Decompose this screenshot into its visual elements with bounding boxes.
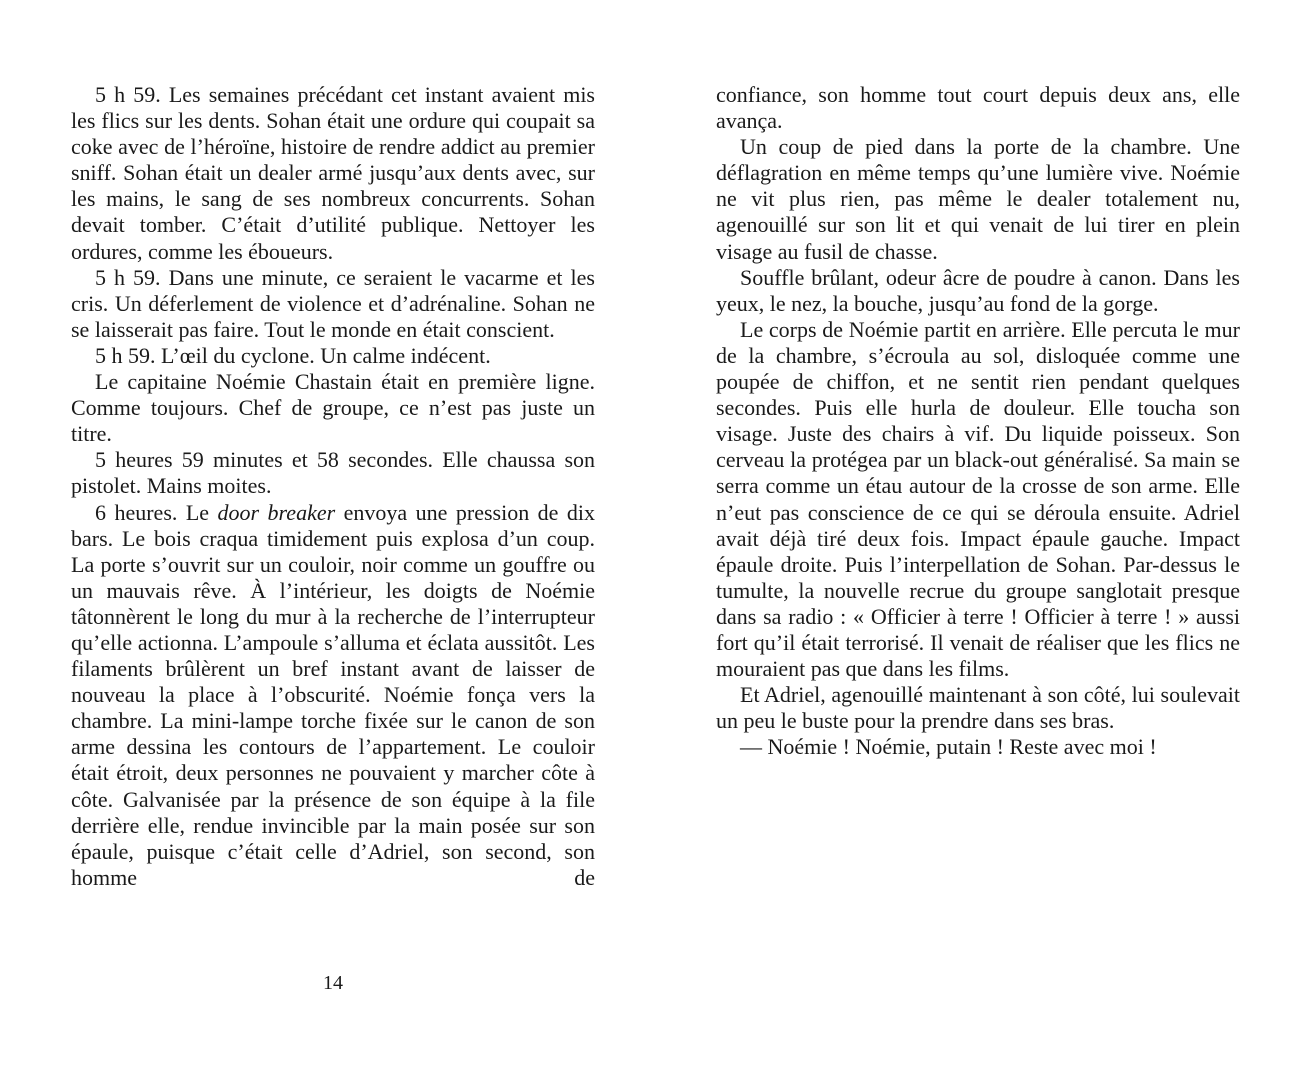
paragraph: Un coup de pied dans la porte de la chambre. Une déflagration en même temps qu’une lumière vive. Noémie ne vit plus rien, pas même le dealer totalement nu, agenouillé sur son lit et qui venait de lui tirer en plein visage au fusil de chasse.: [716, 134, 1240, 264]
paragraph-text: 6 heures. Le: [95, 499, 218, 525]
italic-term: door breaker: [217, 499, 336, 525]
page-number: 14: [323, 972, 343, 994]
paragraph: 5 h 59. Dans une minute, ce seraient le vacarme et les cris. Un déferlement de violence et d’adrénaline. Sohan ne se laisserait pas faire. Tout le monde en était conscient.: [71, 264, 595, 342]
paragraph: [71, 500, 595, 891]
paragraph: Le capitaine Noémie Chastain était en première ligne. Comme toujours. Chef de groupe, ce n’est pas juste un titre.: [71, 369, 595, 447]
paragraph-text: envoya une pression de dix bars. Le bois craqua timidement puis explosa d’un coup. La porte s’ouvrit sur un couloir, noir comme un gouffre ou un mauvais rêve. À l’intérieur, les doigts de Noémie tâtonnèrent le long du mur à la recherche de l’interrupteur qu’elle actionna. L’ampoule s’alluma et éclata aussitôt. Les filaments brûlèrent un bref instant avant de laisser de nouveau la place à l’obscurité. Noémie fonça vers la chambre. La mini-lampe torche fixée sur le canon de son arme dessina les contours de l’appartement. Le couloir était étroit, deux personnes ne pouvaient y marcher côte à côte. Galvanisée par la présence de son équipe à la file derrière elle, rendue invincible par la main posée sur son épaule, puisque c’était celle d’Adriel, son second, son homme de: [71, 499, 596, 890]
paragraph-continuation: confiance, son homme tout court depuis deux ans, elle avança.: [716, 82, 1240, 134]
paragraph: 5 h 59. L’œil du cyclone. Un calme indécent.: [95, 342, 491, 368]
left-page-body: [71, 82, 595, 891]
paragraph: Et Adriel, agenouillé maintenant à son côté, lui soulevait un peu le buste pour la prendre dans ses bras.: [716, 682, 1240, 734]
right-page: [716, 82, 1240, 760]
paragraph: 5 heures 59 minutes et 58 secondes. Elle chaussa son pistolet. Mains moites.: [71, 447, 595, 499]
paragraph: Le corps de Noémie partit en arrière. Elle percuta le mur de la chambre, s’écroula au sol, disloquée comme une poupée de chiffon, et ne sentit rien pendant quelques secondes. Puis elle hurla de douleur. Elle toucha son visage. Juste des chairs à vif. Du liquide poisseux. Son cerveau la protégea par un black-out généralisé. Sa main se serra comme un étau autour de la crosse de son arme. Elle n’eut pas conscience de ce qui se déroula ensuite. Adriel avait déjà tiré deux fois. Impact épaule gauche. Impact épaule droite. Puis l’interpellation de Sohan. Par-dessus le tumulte, la nouvelle recrue du groupe sanglotait presque dans sa radio : « Officier à terre ! Officier à terre ! » aussi fort qu’il était terrorisé. Il venait de réaliser que les flics ne mouraient pas que dans les films.: [716, 316, 1240, 682]
paragraph: Souffle brûlant, odeur âcre de poudre à canon. Dans les yeux, le nez, la bouche, jusqu’au fond de la gorge.: [716, 264, 1240, 316]
right-page-body: [716, 82, 1240, 760]
left-page: [71, 82, 595, 891]
paragraph: 5 h 59. Les semaines précédant cet instant avaient mis les flics sur les dents. Sohan était une ordure qui coupait sa coke avec de l’héroïne, histoire de rendre addict au premier sniff. Sohan était un dealer armé jusqu’aux dents avec, sur les mains, le sang de ses nombreux concurrents. Sohan devait tomber. C’était d’utilité publique. Nettoyer les ordures, comme les éboueurs.: [71, 82, 595, 264]
dialogue-line: — Noémie ! Noémie, putain ! Reste avec moi !: [740, 734, 1157, 760]
